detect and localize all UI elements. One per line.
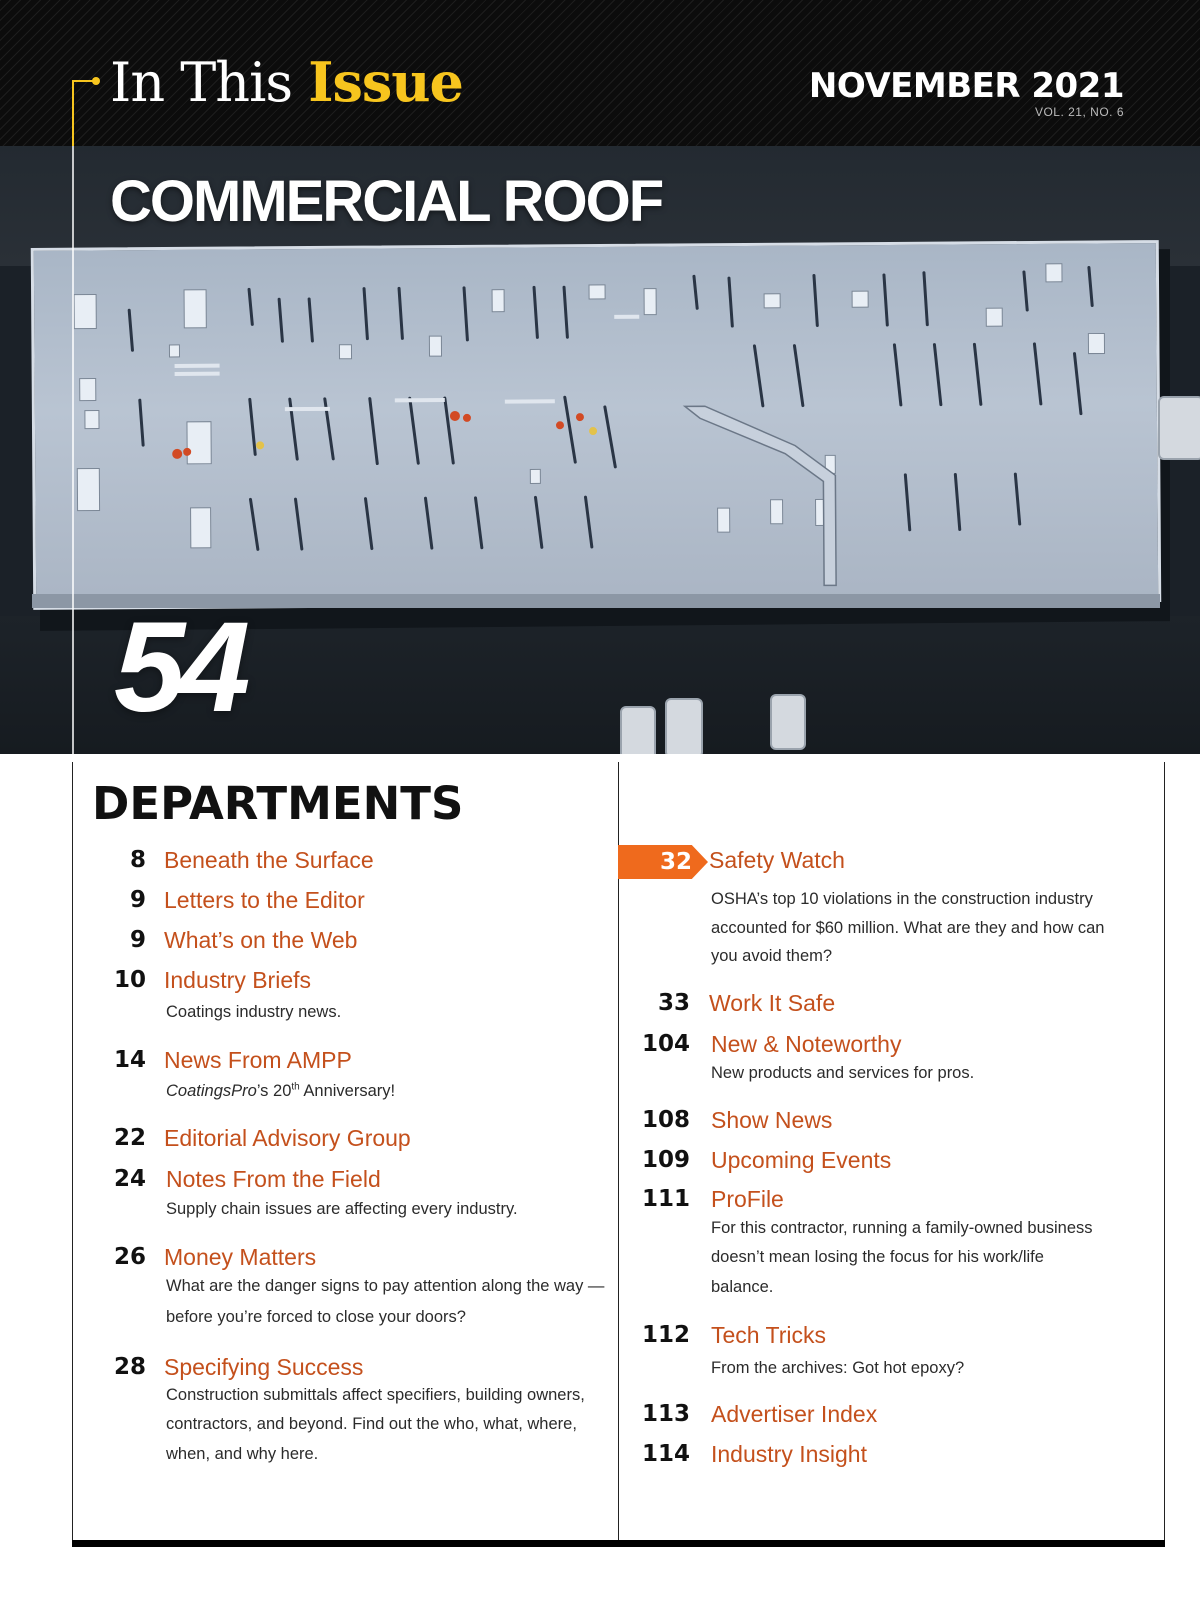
dept-link[interactable]: Industry Briefs (164, 967, 311, 993)
vehicle (1158, 396, 1200, 460)
title-part-1: In This (110, 51, 309, 114)
dept-description: OSHA’s top 10 violations in the construction industry (711, 890, 1093, 908)
dept-description: before you’re forced to close your doors? (166, 1308, 466, 1326)
dept-page-number: 24 (113, 1166, 146, 1192)
dept-page-number: 109 (641, 1147, 690, 1173)
dept-description: New products and services for pros. (711, 1064, 975, 1082)
dept-page-number: 113 (641, 1401, 690, 1427)
dept-link[interactable]: New & Noteworthy (711, 1031, 902, 1057)
dept-description: when, and why here. (166, 1445, 319, 1463)
dept-description (166, 1077, 395, 1106)
dept-page-number: 112 (641, 1322, 690, 1348)
page-title (110, 52, 463, 113)
dept-description-part: Anniversary! (299, 1082, 396, 1100)
vehicle (620, 706, 656, 754)
dept-description: Coatings industry news. (166, 1003, 342, 1021)
panel-divider (618, 762, 619, 1542)
dept-description-magazine-name: CoatingsPro (166, 1082, 257, 1100)
dept-page-number: 14 (113, 1047, 146, 1073)
dept-link[interactable]: Editorial Advisory Group (164, 1125, 411, 1151)
dept-page-number: 111 (641, 1186, 690, 1212)
dept-link[interactable]: What’s on the Web (164, 927, 358, 953)
dept-page-number: 33 (657, 990, 690, 1016)
dept-link[interactable]: Work It Safe (709, 990, 836, 1016)
feature-page-number[interactable]: 54 (114, 596, 245, 739)
dept-description: Construction submittals affect specifiers, building owners, (166, 1386, 585, 1404)
dept-description: What are the danger signs to pay attention along the way — (166, 1277, 605, 1295)
vehicle (770, 694, 806, 750)
dept-description: Supply chain issues are affecting every industry. (166, 1200, 518, 1218)
dept-page-number: 22 (113, 1125, 146, 1151)
dept-page-number: 108 (641, 1107, 690, 1133)
white-vertical-line (72, 146, 74, 766)
dept-page-number: 28 (113, 1354, 146, 1380)
panel-left-border (72, 762, 73, 1542)
dept-page-number: 9 (129, 887, 146, 913)
dept-page-number: 10 (113, 967, 146, 993)
dept-link[interactable]: ProFile (711, 1186, 784, 1212)
roof-surface (31, 240, 1161, 610)
roof-fixtures-graphic (34, 243, 1158, 607)
gold-vertical-line (72, 80, 74, 146)
dept-page-number: 9 (129, 927, 146, 953)
dept-description: you avoid them? (711, 947, 833, 965)
title-part-2: Issue (308, 50, 463, 114)
dept-description: accounted for $60 million. What are they and how can (711, 919, 1105, 937)
dept-link[interactable]: Industry Insight (711, 1441, 867, 1467)
dept-link[interactable]: Notes From the Field (166, 1166, 381, 1192)
panel-right-border (1164, 762, 1165, 1542)
issue-volume: VOL. 21, NO. 6 (1034, 105, 1124, 119)
header-band (0, 0, 1200, 146)
dept-link[interactable]: Advertiser Index (711, 1401, 878, 1427)
feature-section-title: COMMERCIAL ROOF (110, 169, 663, 234)
dept-link[interactable]: Safety Watch (709, 847, 845, 873)
vehicle (665, 698, 703, 754)
dept-description: doesn’t mean losing the focus for his work/life (711, 1248, 1044, 1266)
dept-link[interactable]: Tech Tricks (711, 1322, 827, 1348)
departments-heading: DEPARTMENTS (92, 777, 464, 830)
dept-description-superscript: th (291, 1081, 300, 1093)
dept-description: For this contractor, running a family-owned business (711, 1219, 1093, 1237)
dept-description-part: ’s 20 (256, 1082, 292, 1100)
dept-link[interactable]: Beneath the Surface (164, 847, 374, 873)
dept-link[interactable]: Letters to the Editor (164, 887, 365, 913)
dept-link[interactable]: Show News (711, 1107, 833, 1133)
dept-page-number: 26 (113, 1244, 146, 1270)
dept-description: contractors, and beyond. Find out the who, what, where, (166, 1415, 577, 1433)
panel-bottom-border (72, 1540, 1165, 1547)
dept-page-number: 32 (659, 849, 692, 875)
dept-page-number: 114 (641, 1441, 690, 1467)
feature-photo[interactable] (0, 146, 1200, 754)
dept-page-number: 8 (129, 847, 146, 873)
dept-description: From the archives: Got hot epoxy? (711, 1359, 965, 1377)
dept-page-number: 104 (641, 1031, 690, 1057)
dept-link[interactable]: Specifying Success (164, 1354, 364, 1380)
dept-link[interactable]: Upcoming Events (711, 1147, 892, 1173)
dept-link[interactable]: Money Matters (164, 1244, 317, 1270)
gold-connector-dot (92, 77, 100, 85)
dept-description: balance. (711, 1278, 774, 1296)
issue-date: NOVEMBER 2021 (808, 66, 1124, 106)
dept-link[interactable]: News From AMPP (164, 1047, 352, 1073)
